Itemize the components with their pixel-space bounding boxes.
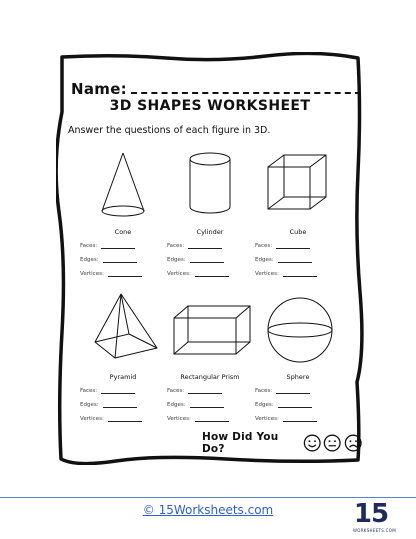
sad-face-icon[interactable] xyxy=(344,433,362,453)
cube-icon xyxy=(252,147,344,225)
faces-question: Faces: xyxy=(255,242,341,249)
faces-answer-line[interactable] xyxy=(101,242,135,249)
edges-answer-line[interactable] xyxy=(103,401,137,408)
figure-label: Cube xyxy=(289,228,307,236)
happy-face-icon[interactable] xyxy=(303,433,321,453)
vertices-answer-line[interactable] xyxy=(283,270,317,277)
faces-question: Faces: xyxy=(80,387,166,394)
faces-answer-line[interactable] xyxy=(188,387,222,394)
edges-answer-line[interactable] xyxy=(190,256,224,263)
figure-cone xyxy=(77,147,169,307)
vertices-question: Vertices: xyxy=(255,270,341,277)
name-input-line[interactable] xyxy=(131,92,361,94)
figure-sphere xyxy=(252,290,344,450)
figure-label: Rectangular Prism xyxy=(180,373,240,381)
figure-label: Cylinder xyxy=(196,228,224,236)
faces-answer-line[interactable] xyxy=(188,242,222,249)
logo-wordmark: WORKSHEETS.COM xyxy=(353,528,396,533)
footer-divider xyxy=(0,497,416,498)
rectangular-prism-icon xyxy=(164,290,256,370)
figure-label: Cone xyxy=(114,228,132,236)
sphere-icon xyxy=(252,290,344,370)
edges-answer-line[interactable] xyxy=(278,256,312,263)
figure-cube xyxy=(252,147,344,307)
edges-answer-line[interactable] xyxy=(278,401,312,408)
name-row xyxy=(71,74,361,98)
site-logo[interactable] xyxy=(353,499,396,537)
name-label: Name: xyxy=(71,80,127,98)
rating-prompt: How Did You Do? xyxy=(202,431,279,455)
edges-question: Edges: xyxy=(255,256,341,263)
edges-question: Edges: xyxy=(167,401,253,408)
neutral-face-icon[interactable] xyxy=(323,433,341,453)
vertices-question: Vertices: xyxy=(255,415,341,422)
edges-question: Edges: xyxy=(255,401,341,408)
vertices-answer-line[interactable] xyxy=(108,270,142,277)
vertices-answer-line[interactable] xyxy=(195,270,229,277)
faces-question: Faces: xyxy=(167,242,253,249)
edges-question: Edges: xyxy=(80,401,166,408)
figure-label: Sphere xyxy=(286,373,310,381)
instructions: Answer the questions of each figure in 3D. xyxy=(68,125,271,136)
figure-rectangular-prism xyxy=(164,290,256,450)
vertices-question: Vertices: xyxy=(80,415,166,422)
edges-question: Edges: xyxy=(167,256,253,263)
vertices-answer-line[interactable] xyxy=(108,415,142,422)
faces-answer-line[interactable] xyxy=(276,242,310,249)
edges-answer-line[interactable] xyxy=(190,401,224,408)
faces-question: Faces: xyxy=(167,387,253,394)
pyramid-icon xyxy=(77,290,169,370)
vertices-question: Vertices: xyxy=(167,270,253,277)
figure-cylinder xyxy=(164,147,256,307)
credit-link[interactable]: © 15Worksheets.com xyxy=(142,503,274,517)
logo-number: 15 xyxy=(353,499,389,529)
vertices-answer-line[interactable] xyxy=(283,415,317,422)
cylinder-icon xyxy=(164,147,256,225)
self-rating xyxy=(202,431,364,455)
worksheet-title: 3D SHAPES WORKSHEET xyxy=(109,98,311,114)
faces-answer-line[interactable] xyxy=(276,387,310,394)
figure-pyramid xyxy=(77,290,169,450)
vertices-question: Vertices: xyxy=(167,415,253,422)
cone-icon xyxy=(77,147,169,225)
vertices-answer-line[interactable] xyxy=(195,415,229,422)
faces-question: Faces: xyxy=(255,387,341,394)
vertices-question: Vertices: xyxy=(80,270,166,277)
figure-label: Pyramid xyxy=(109,373,137,381)
faces-question: Faces: xyxy=(80,242,166,249)
faces-answer-line[interactable] xyxy=(101,387,135,394)
edges-question: Edges: xyxy=(80,256,166,263)
worksheet-page xyxy=(56,52,364,465)
edges-answer-line[interactable] xyxy=(103,256,137,263)
